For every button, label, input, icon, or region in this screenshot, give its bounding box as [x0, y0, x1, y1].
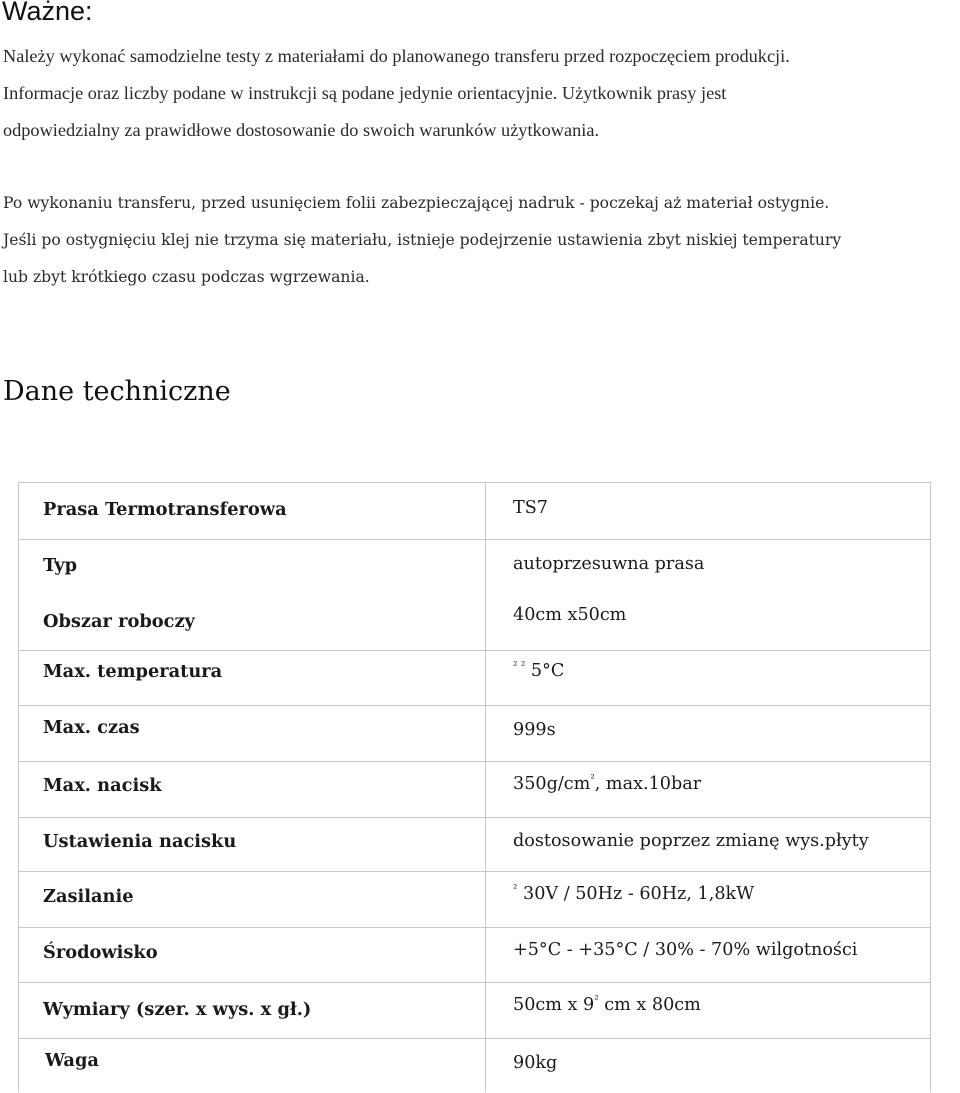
text-line: Informacje oraz liczby podane w instrukcji są podane jedynie orientacyjnie. Użytkownik prasy jest — [3, 83, 727, 103]
text-line: Należy wykonać samodzielne testy z materiałami do planowanego transferu przed rozpoczęciem produkcji. — [3, 46, 790, 66]
spec-label: Obszar roboczy — [43, 611, 195, 632]
spec-label: Środowisko — [43, 942, 158, 963]
spec-label: Max. czas — [43, 717, 140, 738]
value-text: 50cm x 9 — [513, 995, 595, 1015]
spec-label: Waga — [45, 1050, 99, 1071]
text-line: odpowiedzialny za prawidłowe dostosowanie do swoich warunków użytkowania. — [3, 120, 600, 140]
spec-value: dostosowanie poprzez zmianę wys.płyty — [513, 831, 869, 851]
superscript: ² — [513, 882, 518, 895]
spec-value: 40cm x50cm — [513, 605, 627, 625]
value-text: 30V / 50Hz - 60Hz, 1,8kW — [523, 884, 755, 904]
text-line: Jeśli po ostygnięciu klej nie trzyma się materiału, istnieje podejrzenie ustawienia zbyt niskiej temperatury — [3, 231, 842, 249]
spec-label: Max. nacisk — [43, 775, 162, 796]
spec-value: 90kg — [513, 1053, 558, 1073]
superscript: ² ² — [513, 659, 526, 672]
spec-value: +5°C - +35°C / 30% - 70% wilgotności — [513, 940, 858, 960]
spec-value — [513, 884, 754, 904]
spec-label: Typ — [43, 555, 78, 576]
table-row — [19, 705, 930, 762]
notice-paragraph-cooling — [3, 185, 953, 296]
spec-value: autoprzesuwna prasa — [513, 554, 705, 574]
spec-label: Ustawienia nacisku — [43, 831, 237, 852]
spec-label: Max. temperatura — [43, 661, 223, 682]
table-row — [19, 871, 930, 928]
specs-title: Dane techniczne — [3, 376, 231, 407]
spec-value — [513, 774, 701, 794]
table-row — [19, 982, 930, 1039]
value-text: 5°C — [530, 661, 565, 681]
value-text: , max.10bar — [594, 774, 702, 794]
spec-label: Zasilanie — [43, 886, 134, 907]
table-row — [19, 483, 930, 540]
spec-value — [513, 995, 701, 1015]
specs-table — [18, 482, 931, 1092]
table-row — [19, 817, 930, 872]
table-row — [19, 927, 930, 983]
text-line: Po wykonaniu transferu, przed usunięciem folii zabezpieczającej nadruk - poczekaj aż materiał ostygnie. — [3, 194, 830, 212]
spec-label: Prasa Termotransferowa — [43, 499, 287, 520]
table-row — [19, 539, 930, 595]
spec-value: 999s — [513, 720, 556, 740]
spec-label: Wymiary (szer. x wys. x gł.) — [43, 999, 312, 1020]
table-row — [19, 650, 930, 706]
value-text: cm x 80cm — [604, 995, 701, 1015]
superscript: ² — [594, 993, 599, 1006]
table-row — [19, 1038, 930, 1093]
text-line: lub zbyt krótkiego czasu podczas wgrzewania. — [3, 268, 370, 286]
value-text: 350g/cm — [513, 774, 591, 794]
spec-value: TS7 — [513, 498, 548, 518]
notice-title: Ważne: — [2, 0, 93, 26]
table-row — [19, 761, 930, 818]
spec-value — [513, 661, 564, 681]
notice-paragraph-testing — [3, 38, 953, 149]
table-row — [19, 595, 930, 651]
superscript: ² — [590, 772, 595, 785]
